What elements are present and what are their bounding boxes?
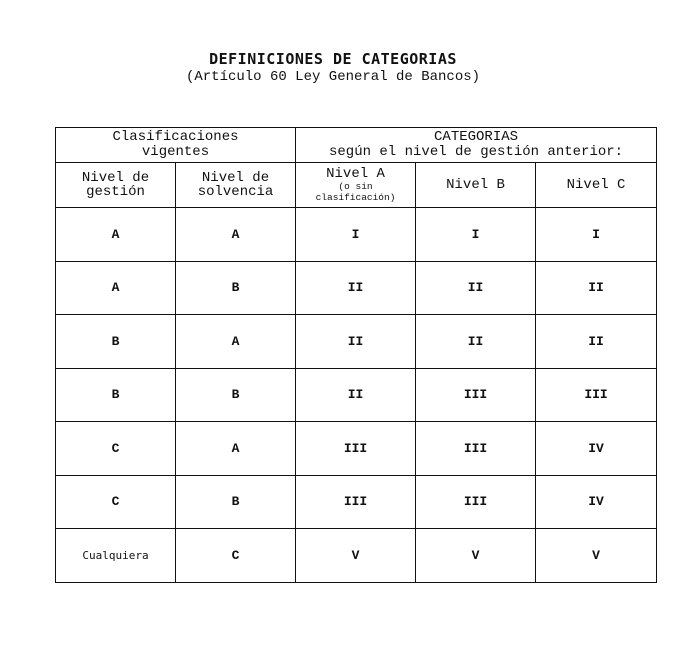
column-header-solvencia: Nivel de solvencia [176, 163, 296, 208]
table-row [56, 208, 657, 262]
cell-gestion: B [56, 368, 176, 422]
cell-nivel-a: II [296, 261, 416, 315]
group-header-categorias-title: CATEGORIAS [434, 129, 519, 145]
cell-nivel-a: III [296, 475, 416, 529]
cell-gestion: C [56, 475, 176, 529]
table-group-header-row [56, 128, 657, 163]
cell-nivel-c: I [536, 208, 657, 262]
cell-nivel-b: III [416, 422, 536, 476]
cell-nivel-a: III [296, 422, 416, 476]
document-subtitle: (Artículo 60 Ley General de Bancos) [185, 69, 481, 85]
group-header-categorias-subtitle: según el nivel de gestión anterior: [329, 144, 624, 160]
document-title: DEFINICIONES DE CATEGORIAS [209, 50, 457, 68]
cell-nivel-b: III [416, 368, 536, 422]
categories-table [55, 127, 657, 583]
group-header-clasificaciones: Clasificaciones vigentes [56, 128, 296, 163]
cell-nivel-a: I [296, 208, 416, 262]
table-row [56, 475, 657, 529]
column-header-nivel-a-label: Nivel A [326, 166, 385, 182]
cell-nivel-b: III [416, 475, 536, 529]
table-column-header-row [56, 163, 657, 208]
cell-gestion: A [56, 208, 176, 262]
table-row [56, 529, 657, 583]
cell-gestion: A [56, 261, 176, 315]
cell-solvencia: A [176, 315, 296, 369]
cell-nivel-b: I [416, 208, 536, 262]
cell-nivel-c: II [536, 315, 657, 369]
cell-nivel-a: V [296, 529, 416, 583]
table-row [56, 315, 657, 369]
column-header-nivel-c: Nivel C [536, 163, 657, 208]
column-header-gestion: Nivel de gestión [56, 163, 176, 208]
cell-gestion: Cualquiera [56, 529, 176, 583]
cell-nivel-c: IV [536, 422, 657, 476]
cell-gestion: C [56, 422, 176, 476]
cell-nivel-b: II [416, 261, 536, 315]
cell-nivel-c: II [536, 261, 657, 315]
cell-solvencia: C [176, 529, 296, 583]
cell-nivel-a: II [296, 368, 416, 422]
cell-nivel-c: III [536, 368, 657, 422]
table-row [56, 261, 657, 315]
group-header-categorias [296, 128, 657, 163]
cell-solvencia: B [176, 475, 296, 529]
table-row [56, 368, 657, 422]
column-header-nivel-b: Nivel B [416, 163, 536, 208]
cell-nivel-c: IV [536, 475, 657, 529]
cell-solvencia: B [176, 261, 296, 315]
cell-solvencia: A [176, 422, 296, 476]
cell-gestion: B [56, 315, 176, 369]
cell-solvencia: B [176, 368, 296, 422]
table-row [56, 422, 657, 476]
column-header-nivel-a [296, 163, 416, 208]
cell-nivel-b: II [416, 315, 536, 369]
column-header-nivel-a-note: (o sin clasificación) [315, 181, 396, 203]
cell-nivel-c: V [536, 529, 657, 583]
cell-solvencia: A [176, 208, 296, 262]
cell-nivel-a: II [296, 315, 416, 369]
cell-nivel-b: V [416, 529, 536, 583]
